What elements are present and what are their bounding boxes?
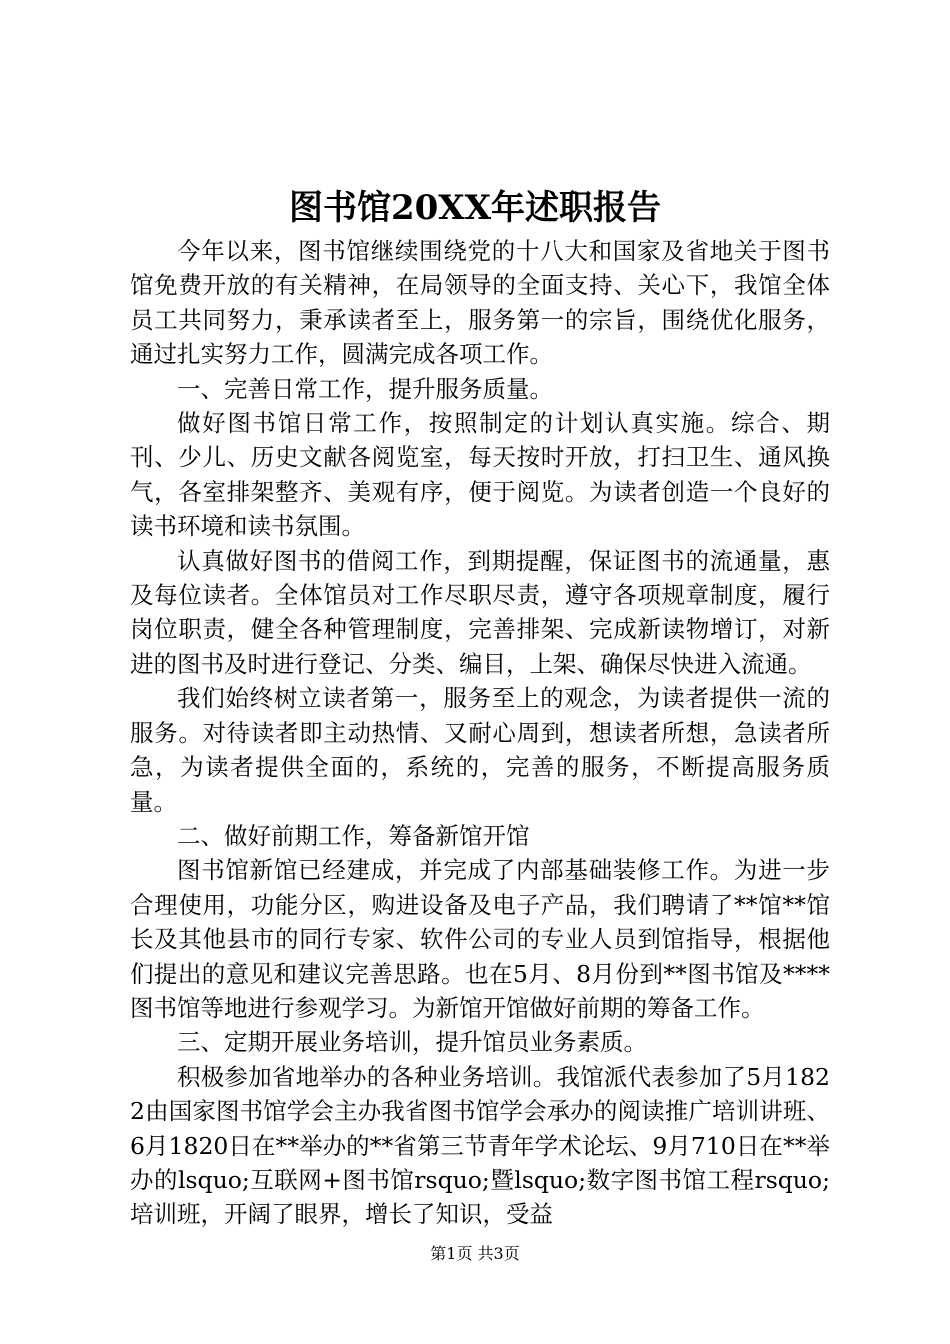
paragraph: 我们始终树立读者第一，服务至上的观念，为读者提供一流的服务。对待读者即主动热情、又耐心周到，想读者所想，急读者所急，为读者提供全面的，系统的，完善的服务，不断提高服务质量。 (130, 684, 830, 816)
paragraph-intro: 今年以来，图书馆继续围绕党的十八大和国家及省地关于图书馆免费开放的有关精神，在局领导的全面支持、关心下，我馆全体员工共同努力，秉承读者至上，服务第一的宗旨，围绕优化服务，通过扎实努力工作，圆满完成各项工作。 (130, 237, 830, 369)
document-title: 图书馆20XX年述职报告 (288, 188, 662, 228)
paragraph: 积极参加省地举办的各种业务培训。我馆派代表参加了5月1822由国家图书馆学会主办我省图书馆学会承办的阅读推广培训讲班、6月1820日在**举办的**省第三节青年学术论坛、9月710日在**举办的lsquo;互联网+图书馆rsquo;暨lsquo;数字图书馆工程rsquo;培训班，开阔了眼界，增长了知识，受益 (130, 1062, 830, 1229)
section-heading-1: 一、完善日常工作，提升服务质量。 (177, 374, 553, 403)
paragraph: 认真做好图书的借阅工作，到期提醒，保证图书的流通量，惠及每位读者。全体馆员对工作尽职尽责，遵守各项规章制度，履行岗位职责，健全各种管理制度，完善排架、完成新读物增订，对新进的图书及时进行登记、分类、编目，上架、确保尽快进入流通。 (130, 546, 830, 678)
paragraph: 图书馆新馆已经建成，并完成了内部基础装修工作。为进一步合理使用，功能分区，购进设备及电子产品，我们聘请了**馆**馆长及其他县市的同行专家、软件公司的专业人员到馆指导，根据他们提出的意见和建议完善思路。也在5月、8月份到**图书馆及****图书馆等地进行参观学习。为新馆开馆做好前期的筹备工作。 (130, 856, 830, 1022)
paragraph: 做好图书馆日常工作，按照制定的计划认真实施。综合、期刊、少儿、历史文献各阅览室，每天按时开放，打扫卫生、通风换气，各室排架整齐、美观有序，便于阅览。为读者创造一个良好的读书环境和读书氛围。 (130, 409, 830, 541)
page-indicator: 第1页 共3页 (430, 1244, 520, 1263)
document-body (130, 234, 830, 1232)
section-heading-3: 三、定期开展业务培训，提升馆员业务素质。 (177, 1028, 647, 1057)
page-footer (0, 1244, 950, 1264)
section-heading-2: 二、做好前期工作，筹备新馆开馆 (177, 821, 530, 850)
